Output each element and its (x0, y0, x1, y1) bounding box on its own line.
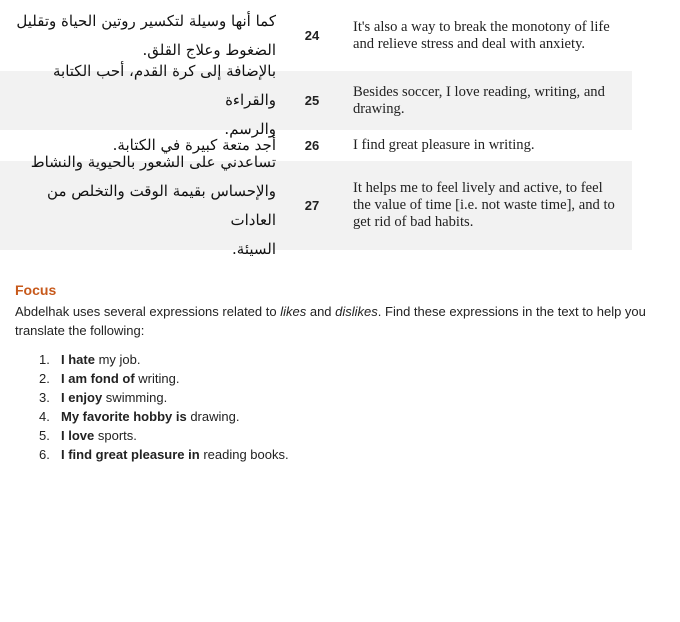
list-item: 4. My favorite hobby is drawing. (39, 409, 240, 424)
list-item: 2. I am fond of writing. (39, 371, 180, 386)
arabic-text: أجد متعة كبيرة في الكتابة. (112, 136, 276, 154)
list-item: 3. I enjoy swimming. (39, 390, 168, 405)
arabic-text: كما أنها وسيلة لتكسير روتين الحياة وتقليل الضغوط وعلاج القلق. (16, 11, 276, 59)
arabic-text: بالإضافة إلى كرة القدم، أحب الكتابة والقراءة والرسم. (52, 62, 276, 138)
list-item: 5. I love sports. (39, 428, 137, 443)
translation-table (0, 0, 632, 258)
english-text: It's also a way to break the monotony of life and relieve stress and deal with anxiety. (353, 18, 610, 52)
row-number: 26 (304, 138, 320, 153)
list-item: 6. I find great pleasure in reading books. (39, 447, 289, 462)
list-item: 1. I hate my job. (39, 352, 141, 367)
focus-title: Focus (15, 282, 57, 298)
english-text: I find great pleasure in writing. (353, 137, 535, 153)
row-number: 25 (304, 93, 320, 108)
exercise-list (15, 350, 655, 464)
row-number: 27 (304, 198, 320, 213)
english-text: Besides soccer, I love reading, writing, and drawing. (353, 83, 605, 117)
table-row (0, 62, 632, 138)
row-number: 24 (304, 28, 320, 43)
english-text: It helps me to feel lively and active, to feel the value of time [i.e. not waste time], and to get rid of bad habits. (353, 180, 615, 230)
table-row (0, 152, 632, 258)
focus-section (15, 282, 655, 464)
focus-intro: Abdelhak uses several expressions related to likes and dislikes. Find these expressions in the text to help you translate the following: (15, 304, 646, 338)
arabic-text: تساعدني على الشعور بالحيوية والنشاط والإحساس بقيمة الوقت والتخلص من العادات السيئة. (30, 152, 276, 258)
